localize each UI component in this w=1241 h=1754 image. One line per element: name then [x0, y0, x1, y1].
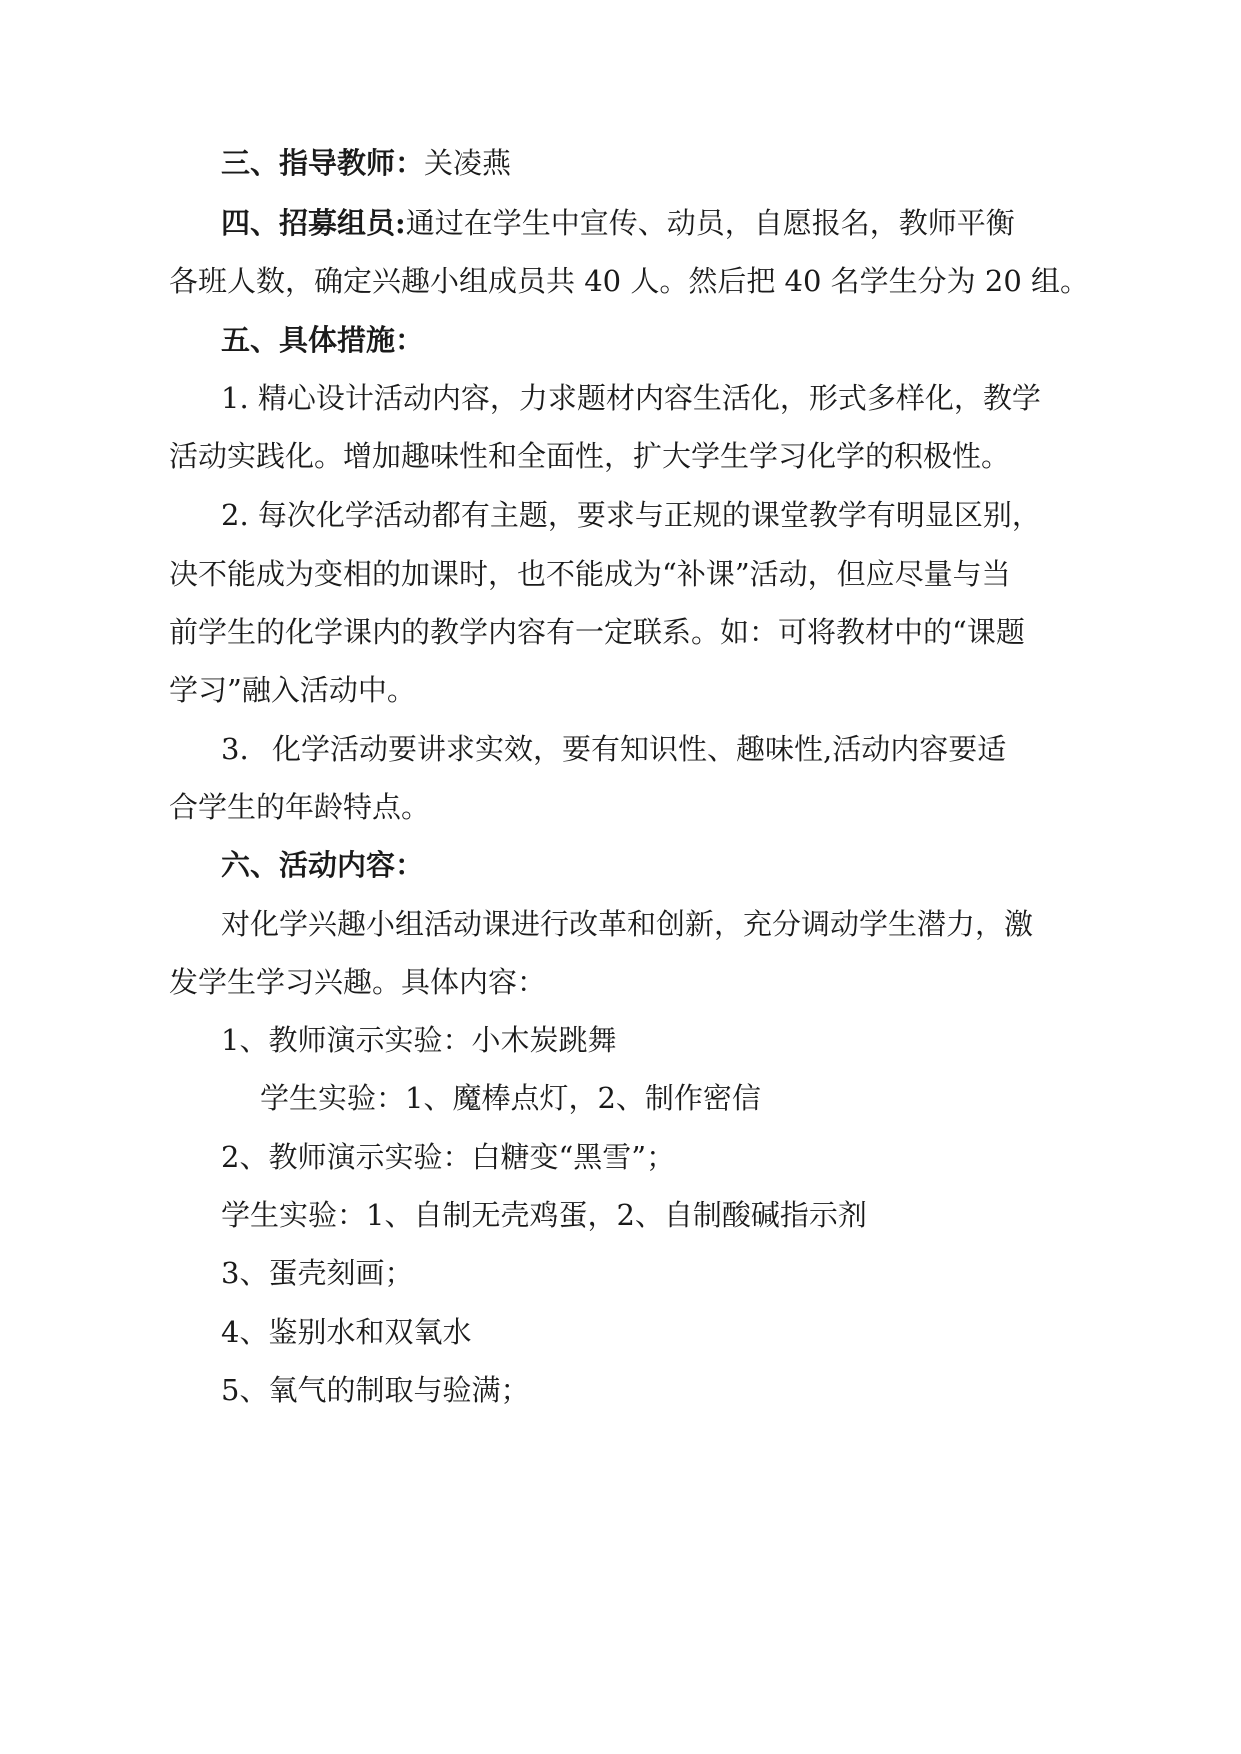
measure-3-number: 3.: [221, 732, 249, 766]
teacher-heading: 三、指导教师：: [221, 146, 425, 180]
measure-1-line-2: 活动实践化。增加趣味性和全面性，扩大学生学习化学的积极性。: [169, 439, 1011, 473]
recruit-line-2: 各班人数，确定兴趣小组成员共 40 人。然后把 40 名学生分为 20 组。: [169, 264, 1090, 298]
measure-1-line-1: 1. 精心设计活动内容，力求题材内容生活化，形式多样化，教学: [221, 381, 1041, 415]
content-intro-line-2: 发学生学习兴趣。具体内容：: [169, 965, 547, 999]
measure-3-line-2: 合学生的年龄特点。: [169, 790, 431, 824]
measures-heading: 五、具体措施：: [221, 323, 425, 357]
activity-item-2: 2、教师演示实验：白糖变“黑雪”；: [221, 1140, 676, 1174]
measure-2-line-2: 决不能成为变相的加课时，也不能成为“补课”活动，但应尽量与当: [169, 557, 1011, 591]
teacher-paragraph: [221, 143, 511, 183]
activity-item-2-student: 学生实验：1、自制无壳鸡蛋，2、自制酸碱指示剂: [221, 1198, 867, 1232]
measure-2-line-4: 学习”融入活动中。: [169, 673, 416, 707]
activity-item-1-student: 学生实验：1、魔棒点灯，2、制作密信: [260, 1081, 761, 1115]
measure-2-line-1: 2. 每次化学活动都有主题，要求与正规的课堂教学有明显区别，: [221, 498, 1041, 532]
recruit-heading: 四、招募组员:: [221, 206, 406, 240]
measure-3-line-1: 化学活动要讲求实效，要有知识性、趣味性,活动内容要适: [272, 732, 1007, 766]
activity-item-5: 5、氧气的制取与验满；: [221, 1373, 530, 1407]
content-intro-line-1: 对化学兴趣小组活动课进行改革和创新，充分调动学生潜力，激: [221, 907, 1034, 941]
activity-item-3: 3、蛋壳刻画；: [221, 1256, 414, 1290]
measure-2-line-3: 前学生的化学课内的教学内容有一定联系。如：可将教材中的“课题: [169, 615, 1025, 649]
content-heading: 六、活动内容：: [221, 848, 425, 882]
teacher-name: 关凌燕: [424, 146, 512, 180]
recruit-text-1: 通过在学生中宣传、动员，自愿报名，教师平衡: [405, 206, 1015, 240]
activity-item-4: 4、鉴别水和双氧水: [221, 1315, 472, 1349]
activity-item-1: 1、教师演示实验：小木炭跳舞: [221, 1023, 617, 1057]
recruit-line-1: [221, 203, 1015, 243]
